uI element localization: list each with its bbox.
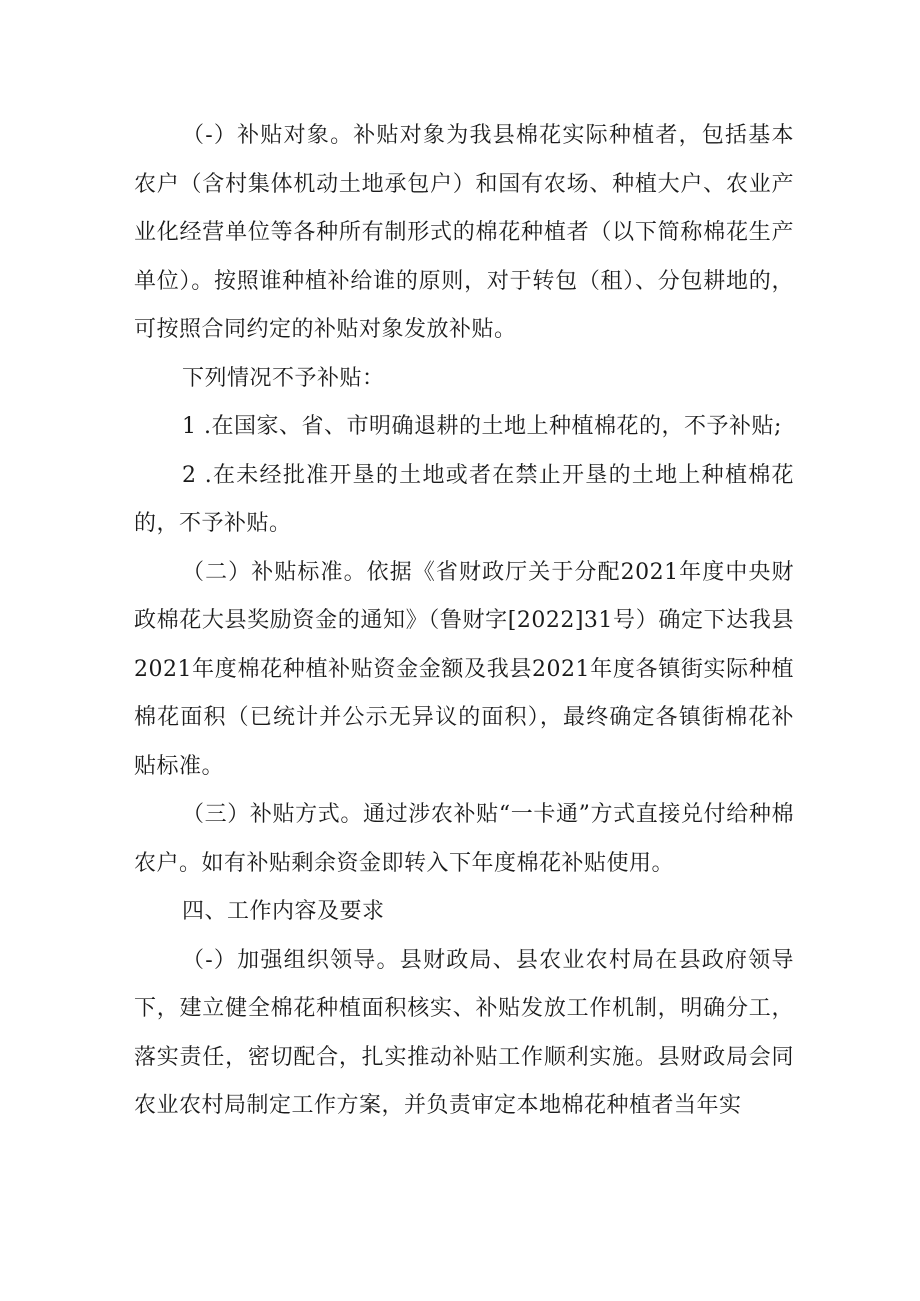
paragraph-exclusion-1: 1 .在国家、省、市明确退耕的土地上种植棉花的，不予补贴; [182, 414, 782, 439]
paragraph-subsidy-target: （-）补贴对象。补贴对象为我县棉花实际种植者，包括基本农户（含村集体机动土地承包户）和国有农场、种植大户、农业产业化经营单位等各种所有制形式的棉花种植者（以下简称棉花生产单位）。按照谁种植补给谁的原则，对于转包（租）、分包耕地的，可按照合同约定的补贴对象发放补贴。 [134, 123, 794, 342]
paragraph-subsidy-standard: （二）补贴标准。依据《省财政厅关于分配2021年度中央财政棉花大县奖励资金的通知》（鲁财字[2022]31号）确定下达我县2021年度棉花种植补贴资金金额及我县2021年度各镇街实际种植棉花面积（已统计并公示无异议的面积），最终确定各镇街棉花补贴标准。 [134, 559, 794, 779]
paragraph-subsidy-method: （三）补贴方式。通过涉农补贴“一卡通”方式直接兑付给种棉农户。如有补贴剩余资金即转入下年度棉花补贴使用。 [134, 802, 794, 876]
document-body [134, 112, 794, 1131]
paragraph-organization-leadership: （-）加强组织领导。县财政局、县农业农村局在县政府领导下，建立健全棉花种植面积核实、补贴发放工作机制，明确分工，落实责任，密切配合，扎实推动补贴工作顺利实施。县财政局会同农业农村局制定工作方案，并负责审定本地棉花种植者当年实 [134, 947, 794, 1118]
paragraph-exclusions-heading: 下列情况不予补贴： [182, 365, 385, 391]
section-heading-work-content: 四、工作内容及要求 [182, 899, 385, 924]
paragraph-exclusion-2: 2 .在未经批准开垦的土地或者在禁止开垦的土地上种植棉花的，不予补贴。 [134, 462, 794, 536]
